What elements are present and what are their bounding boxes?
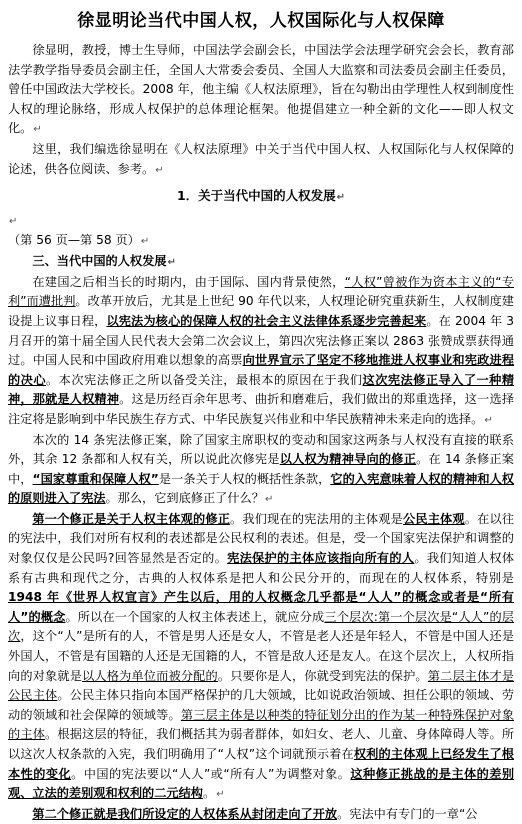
emphasis-phrase: 这种修正挑战的是主体的差别观、立法的差别观和权利的二元结构 <box>8 766 515 801</box>
intro-paragraph-2: 这里，我们编选徐显明在《人权法原理》中关于当代中国人权、人权国际化与人权保障的论述，供各位阅读、参考。↵ <box>8 141 514 176</box>
paragraph-mark-icon: ↵ <box>336 192 346 204</box>
underlined-phrase: 三个层次:第一个层次是“人人”的层次 <box>8 609 514 644</box>
emphasis-phrase: 向世界宣示了坚定不移地推进人权事业和宪政进程的决心 <box>8 353 515 387</box>
paragraph-mark-icon: ↵ <box>216 789 225 801</box>
emphasis-phrase: 以宪法为核心的保障人权的社会主义法律体系逐步完善起来 <box>106 313 427 328</box>
paragraph-mark-icon: ↵ <box>33 124 42 136</box>
paragraph-mark-icon: ↵ <box>140 236 150 248</box>
paragraph-mark-icon: ↵ <box>167 257 176 269</box>
paragraph-mark-icon: ↵ <box>155 164 164 176</box>
body-paragraph-4: 第二个修正就是我们所设定的人权体系从封闭走向了开放。宪法中有专门的一章“公 <box>32 806 478 821</box>
underlined-phrase: “人权”曾被作为资本主义的“专利”而遭批判 <box>8 274 514 309</box>
underlined-phrase: 以人格为单位而被分配的 <box>82 668 218 683</box>
underlined-phrase: 第二层主体才是公民主体 <box>8 668 515 703</box>
underlined-phrase: 第三层主体是以种类的特征划分出的作为某一种特殊保护对象的主体 <box>8 707 515 742</box>
page-range: （第 56 页—第 58 页）↵ <box>8 233 150 248</box>
empty-line <box>8 210 514 230</box>
subsection-heading: 三、当代中国的人权发展↵ <box>32 254 176 269</box>
body-paragraph-1: 在建国之后相当长的时期内，由于国际、国内背景使然，“人权”曾被作为资本主义的“专利”而遭批判。改革开放后，尤其是上世纪 90 年代以来，人权理论研究重获新生，人权制度建设提上议事日程，以宪法为核心的保障人权的社会主义法律体系逐步完善起来。在 2004 年 3 月召开的第十届全国人民代表大会第二次会议上，第四次宪法修正案以 2863 张赞成票获得通过。中国人民和中国政府用难以想象的高票向世界宣示了坚定不移地推进人权事业和宪政进程的决心。本次宪法修正之所以备受关注，最根本的原因在于我们这次宪法修正导入了一种精神，那就是人权精神。这是历经百余年思考、曲折和磨难后，我们做出的郑重选择，这一选择注定将是影响到中华民族生存方式、中华民族复兴伟业和中华民族精神未来走向的选择。↵ <box>8 274 515 426</box>
paragraph-mark-icon: ↵ <box>484 414 493 426</box>
emphasis-phrase: 公民主体观 <box>403 511 465 526</box>
emphasis-phrase: 权利的主体观上已经发生了根本性的变化 <box>8 747 514 781</box>
document-page <box>8 0 514 824</box>
emphasis-phrase: 以人权为精神导向的修正 <box>279 452 417 467</box>
emphasis-phrase: 它的入宪意味着人权的精神和人权的原则进入了宪法 <box>8 471 514 506</box>
body-paragraph-3: 第一个修正是关于人权主体观的修正。我们现在的宪法用的主体观是公民主体观。在以往的宪法中，我们对所有权利的表述都是公民权利的表述。但是，受一个国家宪法保护和调整的对象仅仅是公民吗?回答显然是否定的。宪法保护的主体应该指向所有的人。我们知道人权体系有古典和现代之分，古典的人权体系是把人和公民分开的，而现在的人权体系，特别是1948 年《世界人权宣言》产生以后，用的人权概念几乎都是“人人”的概念或者是“所有人”的概念。所以在一个国家的人权主体表述上，就应分成三个层次:第一个层次是“人人”的层次，这个“人”是所有的人，不管是男人还是女人，不管是老人还是年轻人，不管是中国人还是外国人，不管是有国籍的人还是无国籍的人，不管是敌人还是友人。在这个层次上，人权所指向的对象就是以人格为单位而被分配的。只要你是人，你就受到宪法的保护。第二层主体才是公民主体。公民主体只指向本国严格保护的几大领域，比如说政治领域、担任公职的领域、劳动的领域和社会保障的领域等。第三层主体是以种类的特征划分出的作为某一种特殊保护对象的主体。根据这层的特征，我们概括其为弱者群体，如妇女、老人、儿童、身体障碍人等。所以这次人权条款的入宪，我们明确用了“人权”这个词就预示着在权利的主体观上已经发生了根本性的变化。中国的宪法要以“人人”或“所有人”为调整对象。这种修正挑战的是主体的差别观、立法的差别观和权利的二元结构。↵ <box>8 511 515 801</box>
paragraph-mark-icon: ↵ <box>9 216 18 228</box>
body-paragraph-2: 本次的 14 条宪法修正案，除了国家主席职权的变动和国家这两条与人权没有直接的联系外，其余 12 条都和人权有关，所以说此次修宪是以人权为精神导向的修正。在 14 条修正案中，“国家尊重和保障人权”是一条关于人权的概括性条款，它的入宪意味着人权的精神和人权的原则进入了宪法。那么，它到底修正了什么？↵ <box>8 432 514 506</box>
intro-paragraph-1: 徐显明，教授，博士生导师，中国法学会副会长，中国法学会法理学研究会会长，教育部法学教学指导委员会副主任，全国人大常委会委员、全国人大监察和司法委员会副主任委员，曾任中国政法大学校长。2008 年，他主编《人权法原理》，旨在勾勒出由学理性人权到制度性人权的理论脉络，形成人权保护的总体理论框架。他提倡建立一种全新的文化——即人权文化。↵ <box>8 43 514 136</box>
section-heading: 1．关于当代中国的人权发展↵ <box>176 188 346 204</box>
emphasis-phrase: “国家尊重和保障人权” <box>32 471 159 486</box>
title-text: 徐显明论当代中国人权，人权国际化与人权保障 <box>77 11 445 31</box>
emphasis-phrase: 第二个修正就是我们所设定的人权体系从封闭走向了开放 <box>32 806 338 821</box>
emphasis-phrase: 这次宪法修正导入了一种精神，那就是人权精神 <box>8 372 515 407</box>
document-title <box>8 6 514 31</box>
emphasis-phrase: 1948 年《世界人权宣言》产生以后，用的人权概念几乎都是“人人”的概念或者是“所有人”的概念 <box>8 590 514 624</box>
emphasis-phrase: 宪法保护的主体应该指向所有的人 <box>227 551 415 566</box>
paragraph-mark-icon: ↵ <box>264 494 274 506</box>
emphasis-phrase: 第一个修正是关于人权主体观的修正 <box>32 511 231 526</box>
